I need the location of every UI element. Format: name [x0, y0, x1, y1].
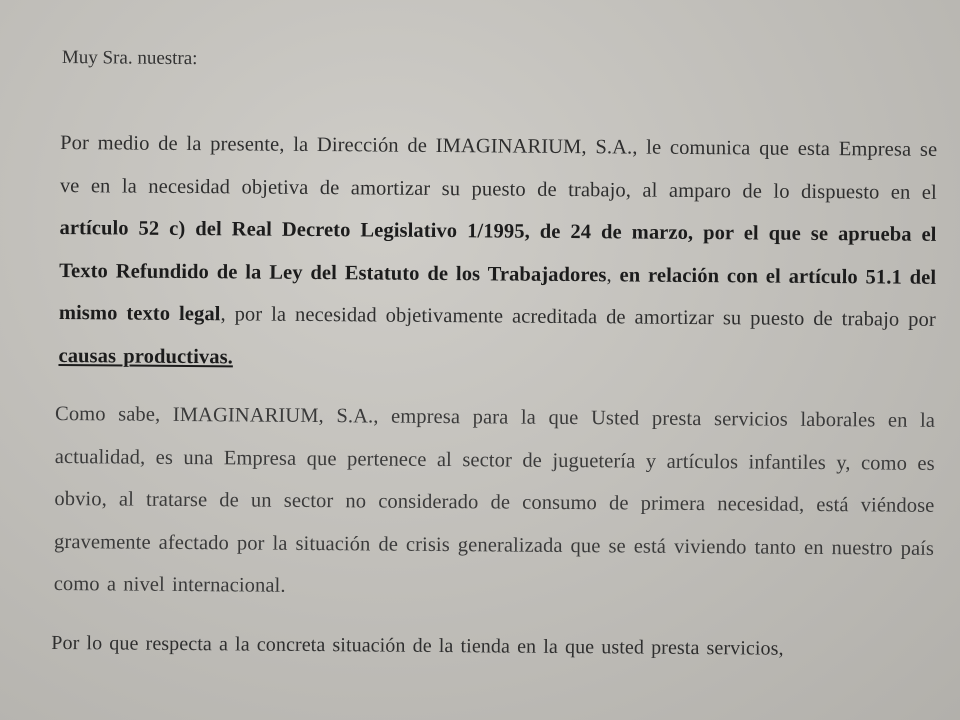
p1-bold-article-51: en relación con el artículo 51.1 del mismo texto legal [58, 263, 937, 326]
p1-text-2: , [606, 263, 620, 286]
p1-text-1: Por medio de la presente, la Dirección de IMAGINARIUM, S.A., le comunica que esta Empresa se ve en la necesidad objetiva de amortizar su puesto de trabajo, al amparo de lo dispuesto en el [59, 132, 938, 204]
paragraph-dismissal-notice [58, 122, 937, 384]
letter-body [51, 44, 938, 683]
paragraph-company-context: Como sabe, IMAGINARIUM, S.A., empresa para la que Usted presta servicios laborales en la actualidad, es una Empresa que pertenece al sector de juguetería y artículos infantiles y, como es obvio, al tratarse de un sector no considerado de consumo de primera necesidad, está viéndose gravemente afectado por la situación de crisis generalizada que se está viviendo tanto en nuestro país como a nivel internacional. [53, 402, 936, 597]
paragraph-store-situation: Por lo que respecta a la concreta situación de la tienda en la que usted presta servicios, [51, 631, 784, 660]
salutation: Muy Sra. nuestra: [61, 47, 198, 70]
p1-text-3: , por la necesidad objetivamente acreditada de amortizar su puesto de trabajo por [220, 303, 936, 331]
p1-bold-legal-reference: artículo 52 c) del Real Decreto Legislativo 1/1995, de 24 de marzo, por el que se aprueba el Texto Refundido de la Ley del Estatuto de los Trabajadores [59, 217, 937, 286]
p1-underlined-causes: causas productivas. [58, 344, 234, 368]
